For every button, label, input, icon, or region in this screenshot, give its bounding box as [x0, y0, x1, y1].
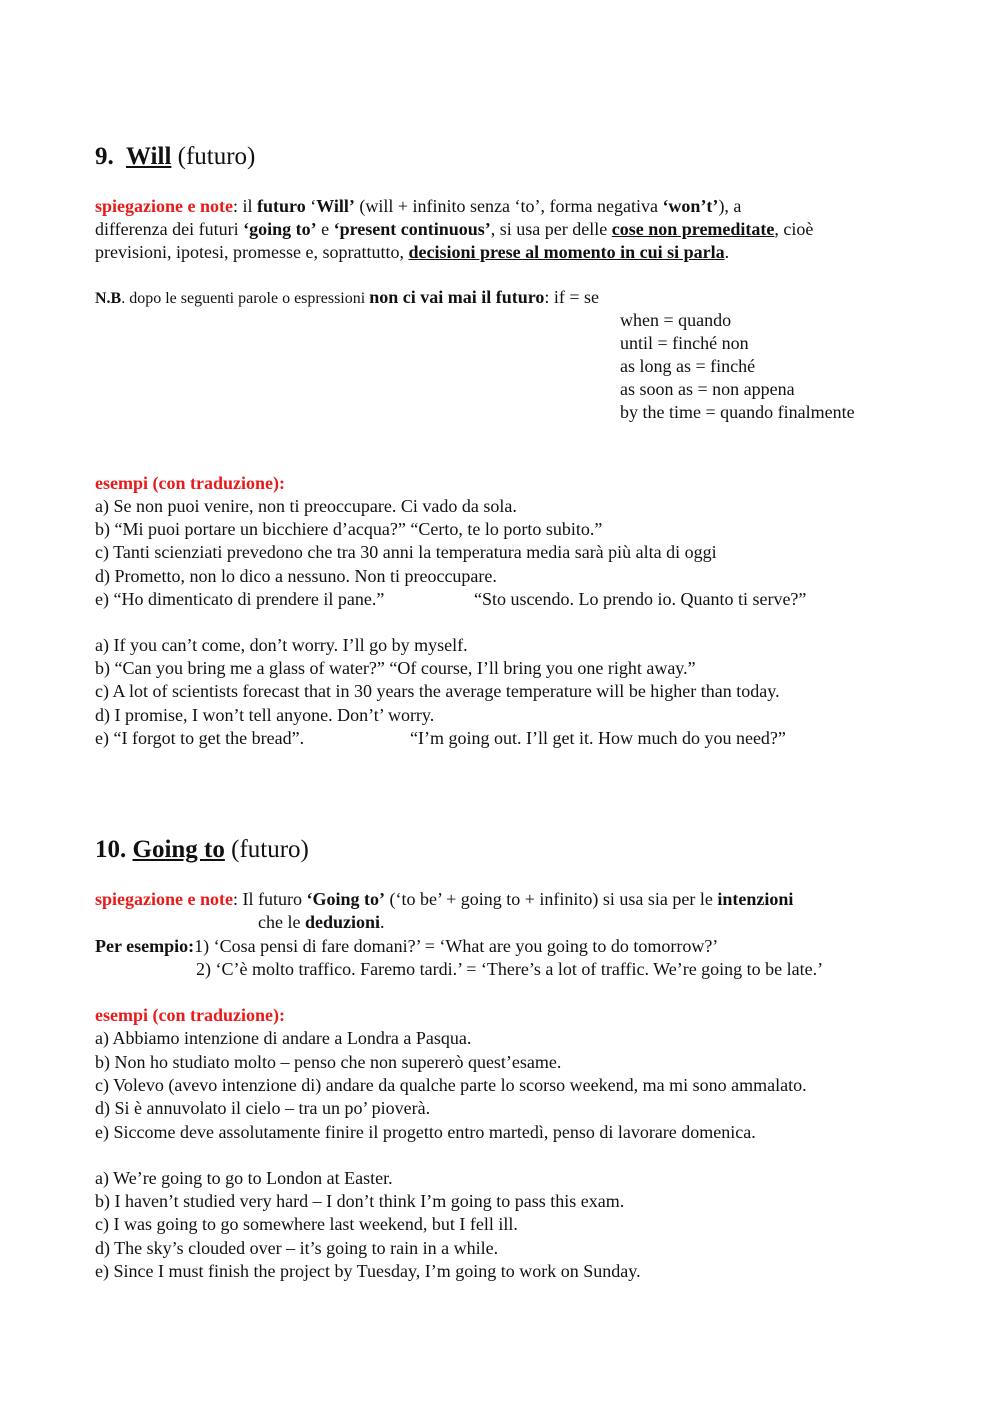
text: che le	[258, 912, 305, 932]
text: ), a	[718, 196, 742, 216]
section-9-explanation-line-3	[95, 241, 729, 264]
section-9-number: 9.	[95, 143, 114, 170]
nb-label: N.B	[95, 290, 122, 307]
section-10-title: Going to	[132, 836, 225, 863]
example-en: a) If you can’t come, don’t worry. I’ll go by myself.	[95, 635, 468, 655]
example-en: b) I haven’t studied very hard – I don’t think I’m going to pass this exam.	[95, 1191, 625, 1211]
section-9-explanation-line-1	[95, 195, 741, 218]
section-9-nb-line	[95, 286, 599, 310]
example-it: a) Abbiamo intenzione di andare a Londra a Pasqua.	[95, 1028, 472, 1048]
section-9-explanation-line-2	[95, 218, 813, 241]
text: . dopo le seguenti parole o espressioni	[121, 290, 370, 307]
per-esempio-item: 1) ‘Cosa pensi di fare domani?’ = ‘What are you going to do tomorrow?’	[194, 936, 719, 956]
text: , si usa per delle	[490, 219, 612, 239]
example-it: “Sto uscendo. Lo prendo io. Quanto ti serve?”	[474, 589, 807, 609]
text: .	[724, 242, 730, 262]
section-10-number: 10.	[95, 836, 127, 863]
example-it: d) Si è annuvolato il cielo – tra un po’ pioverà.	[95, 1098, 431, 1118]
text-bold: Will’	[316, 196, 355, 216]
text: (will + infinito senza ‘to’, forma negativa	[354, 196, 663, 216]
nb-item: by the time = quando finalmente	[620, 402, 855, 422]
text: ‘	[305, 196, 317, 216]
nb-item: if = se	[553, 287, 600, 307]
section-9-examples-label: esempi (con traduzione):	[95, 473, 285, 493]
text-bold-underlined: decisioni prese al momento in cui si parla	[408, 242, 725, 262]
text-bold: ‘present continuous’	[333, 219, 491, 239]
section-10-title-suffix: (futuro)	[231, 836, 309, 863]
section-9-title-suffix: (futuro)	[177, 143, 256, 170]
per-esempio-item: 2) ‘C’è molto traffico. Faremo tardi.’ = ‘There’s a lot of traffic. We’re going to be late.’	[196, 959, 824, 979]
example-it: d) Prometto, non lo dico a nessuno. Non ti preoccupare.	[95, 566, 497, 586]
example-en: d) I promise, I won’t tell anyone. Don’t’ worry.	[95, 705, 435, 725]
example-it: b) Non ho studiato molto – penso che non supererò quest’esame.	[95, 1052, 562, 1072]
text: Il futuro	[238, 889, 307, 909]
example-it: b) “Mi puoi portare un bicchiere d’acqua?” “Certo, te lo porto subito.”	[95, 519, 603, 539]
text: e	[316, 219, 334, 239]
explanation-label: spiegazione e note	[95, 196, 233, 216]
example-en: c) A lot of scientists forecast that in 30 years the average temperature will be higher than today.	[95, 681, 780, 701]
text: il	[238, 196, 258, 216]
example-en: e) Since I must finish the project by Tuesday, I’m going to work on Sunday.	[95, 1261, 641, 1281]
example-en: b) “Can you bring me a glass of water?” “Of course, I’ll bring you one right away.”	[95, 658, 696, 678]
text-bold-underlined: cose non premeditate	[611, 219, 775, 239]
per-esempio-label: Per esempio:	[95, 936, 195, 956]
text: .	[380, 912, 385, 932]
colon: :	[232, 889, 238, 909]
section-10-per-esempio-line-1	[95, 935, 718, 958]
text-bold: ‘won’t’	[662, 196, 719, 216]
section-9-heading	[95, 142, 255, 172]
example-it: c) Volevo (avevo intenzione di) andare da qualche parte lo scorso weekend, ma mi sono ammalato.	[95, 1075, 807, 1095]
text: differenza dei futuri	[95, 219, 244, 239]
example-en: d) The sky’s clouded over – it’s going to rain in a while.	[95, 1238, 499, 1258]
text-bold: intenzioni	[717, 889, 794, 909]
example-it: a) Se non puoi venire, non ti preoccupare. Ci vado da sola.	[95, 496, 517, 516]
text: , cioè	[774, 219, 814, 239]
section-10-explanation-line-2	[258, 911, 385, 934]
example-it: e) Siccome deve assolutamente finire il progetto entro martedì, penso di lavorare domenica.	[95, 1122, 756, 1142]
example-en: “I’m going out. I’ll get it. How much do you need?”	[410, 728, 786, 748]
colon: :	[232, 196, 238, 216]
section-10-heading	[95, 835, 309, 865]
nb-item: when = quando	[620, 310, 732, 330]
example-en: a) We’re going to go to London at Easter.	[95, 1168, 393, 1188]
nb-item: as soon as = non appena	[620, 379, 795, 399]
example-it: e) “Ho dimenticato di prendere il pane.”	[95, 589, 385, 609]
nb-item: as long as = finché	[620, 356, 756, 376]
section-9-title: Will	[126, 143, 172, 170]
text-bold: futuro	[257, 196, 306, 216]
nb-item: until = finché non	[620, 333, 749, 353]
text-bold: ‘going to’	[243, 219, 317, 239]
example-en: c) I was going to go somewhere last weekend, but I fell ill.	[95, 1214, 518, 1234]
text-bold: deduzioni	[304, 912, 380, 932]
text: :	[544, 287, 554, 307]
text-bold: non ci vai mai il futuro	[369, 287, 545, 307]
section-10-examples-label: esempi (con traduzione):	[95, 1005, 285, 1025]
text: (‘to be’ + going to + infinito) si usa sia per le	[384, 889, 718, 909]
section-10-explanation-line-1	[95, 888, 793, 911]
example-it: c) Tanti scienziati prevedono che tra 30 anni la temperatura media sarà più alta di oggi	[95, 542, 717, 562]
example-en: e) “I forgot to get the bread”.	[95, 728, 305, 748]
text-bold: ‘Going to’	[306, 889, 385, 909]
explanation-label: spiegazione e note	[95, 889, 233, 909]
text: previsioni, ipotesi, promesse e, soprattutto,	[95, 242, 409, 262]
